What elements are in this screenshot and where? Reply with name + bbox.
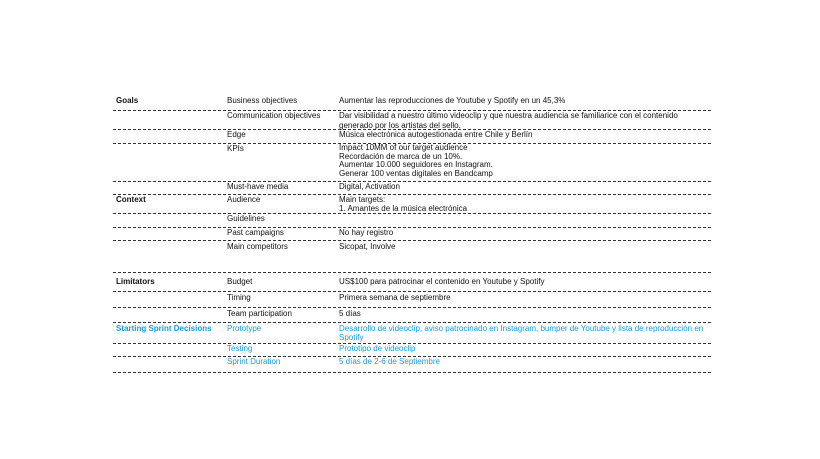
section-label: Context: [116, 195, 146, 204]
field-value: [339, 242, 711, 252]
field-label: Testing: [227, 344, 253, 353]
field-label: Guidelines: [227, 214, 265, 223]
field-value: [339, 144, 711, 178]
field-value: [339, 324, 711, 342]
value-line: generado por los artistas del sello.: [339, 121, 461, 130]
value-line: No hay registro: [339, 228, 394, 237]
value-line: 5 días: [339, 309, 361, 318]
value-line: 1. Amantes de la música electrónica: [339, 204, 468, 213]
table-row: [113, 130, 711, 144]
field-label: Main competitors: [227, 242, 288, 251]
value-line: Impact 10MM of our target audience: [339, 143, 468, 152]
section-label: Goals: [116, 96, 139, 105]
table-row: [113, 96, 711, 111]
field-value: [339, 309, 711, 319]
field-label: Prototype: [227, 324, 262, 333]
value-line: Sicopat, Involve: [339, 242, 396, 251]
field-value: [339, 130, 711, 140]
value-line: Música electrónica autogestionada entre Chile y Berlín: [339, 130, 533, 139]
field-label: Team participation: [227, 309, 292, 318]
value-line: Spotify: [339, 333, 364, 342]
table-row: [113, 324, 711, 344]
value-line: Dar visibilidad a nuestro último videoclip y que nuestra audiencia se familiarice con el contenido: [339, 111, 678, 120]
field-label: KPIs: [227, 144, 244, 153]
field-value: [339, 293, 711, 303]
table-row: [113, 277, 711, 292]
field-label: Must-have media: [227, 182, 289, 191]
table-row: [113, 182, 711, 195]
field-label: Communication objectives: [227, 111, 321, 120]
field-label: Timing: [227, 293, 251, 302]
table-row: [113, 144, 711, 182]
table-row: [113, 293, 711, 308]
table-row: [113, 344, 711, 357]
table-row: [113, 111, 711, 130]
field-value: [339, 228, 711, 238]
field-label: Business objectives: [227, 96, 298, 105]
field-value: [339, 182, 711, 192]
value-line: Aumentar las reproducciones de Youtube y Spotify en un 45,3%: [339, 96, 566, 105]
table-row: [113, 214, 711, 228]
value-line: Digital, Activation: [339, 182, 400, 191]
table-row: [113, 195, 711, 214]
value-line: 5 días de 2-6 de Septiembre: [339, 357, 440, 366]
value-line: Main targets:: [339, 195, 386, 204]
field-label: Past campaigns: [227, 228, 284, 237]
value-line: Prototipo de videoclip: [339, 344, 416, 353]
value-line: US$100 para patrocinar el contenido en Youtube y Spotify: [339, 277, 545, 286]
table-row: [113, 357, 711, 373]
field-value: [339, 277, 711, 287]
value-line: Aumentar 10.000 seguidores en Instagram.: [339, 160, 493, 169]
value-line: Primera semana de septiembre: [339, 293, 451, 302]
table-row: [113, 309, 711, 323]
value-line: Desarrollo de videoclip, aviso patrocinado en Instagram, bumper de Youtube y lista de reproducción en: [339, 324, 704, 333]
table-row: [113, 242, 711, 273]
section-label: Limitators: [116, 277, 155, 286]
field-value: [339, 96, 711, 106]
field-label: Audience: [227, 195, 261, 204]
field-value: [339, 111, 711, 131]
value-line: Recordación de marca de un 10%.: [339, 151, 463, 161]
value-line: Generar 100 ventas digitales en Bandcamp: [339, 168, 493, 178]
field-value: [339, 344, 711, 354]
table-row: [113, 228, 711, 241]
field-value: [339, 357, 711, 367]
field-value: [339, 195, 711, 213]
field-label: Edge: [227, 130, 246, 139]
field-label: Budget: [227, 277, 253, 286]
section-label: Starting Sprint Decisions: [116, 324, 212, 333]
field-label: Sprint Duration: [227, 357, 281, 366]
